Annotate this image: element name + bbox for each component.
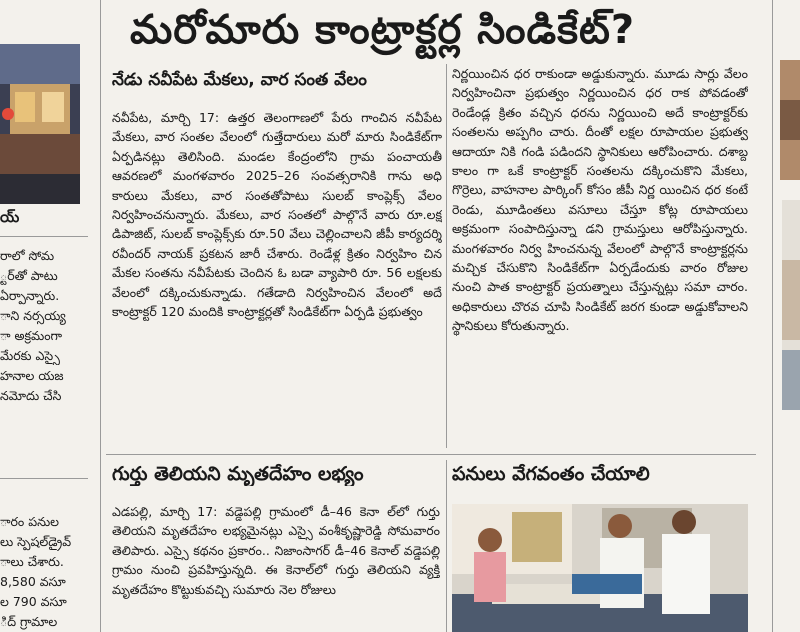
article3-subhead: పనులు వేగవంతం చేయాలి <box>452 463 650 485</box>
left-line: ల 790 వసూ <box>0 594 67 609</box>
article1-body-col1 <box>112 108 442 444</box>
article1-text-col1: నవీపేట, మార్చి 17: ఉత్తర తెలంగాణలో పేరు గాంచిన నవీపేట మేకలు, వార సంతల వేలంలో గుత్తేదారులు మరో మారు సిండికేట్‌గా ఏర్పడినట్లు తెలిసింది. మండల కేంద్రంలోని గ్రామ పంచాయతీ ఆవరణలో మంగళవారం 2025–26 సంవత్సరానికి గాను అధి కారులు మేకలు, వార సంతతోపాటు సులబ్ కాంప్లెక్స్ వేలం నిర్వహించనున్నారు. మేకలు, వార సంతలో పాల్గొనే వారు రూ.లక్ష డిపాజిట్, సులబ్ కాంప్లెక్స్‌కు రూ.50 వేలు చెల్లించాలని జీపీ కార్యదర్శి రవీందర్ నాయక్ ప్రకటన జారీ చేశారు. రెండేళ్ల క్రితం నిర్వహిం చిన మేకల సంతను నవీపేటకు చెందిన ఓ బడా వ్యాపారి రూ. 56 లక్షలకు వేలంలో దక్కించుకున్నాడు. గతేడాది నిర్వహించిన వేలంలో అదే కాంట్రాక్టర్ 120 మందికి కాంట్రాక్టర్లతో సిండికేట్‌గా ఏర్పడి ప్రభుత్వం <box>112 110 442 320</box>
left-line: మేరకు ఎస్సై <box>0 348 60 363</box>
article2-body <box>112 502 440 632</box>
column-rule-right <box>772 0 773 632</box>
article1-body-col2 <box>452 64 748 440</box>
article1-text-col2: నిర్ణయించిన ధర రాకుండా అడ్డుకున్నారు. మూడు సార్లు వేలం నిర్వహించినా ప్రభుత్వం నిర్ణయించిన ధర రాక పోవడంతో రెండేండ్ల క్రితం వచ్చిన ధరను నిర్ణయించి అదే కాంట్రాక్టర్‌కు సంతలను అప్పగిం చారు. దీంతో లక్షల రూపాయల ప్రభుత్వ ఆదాయా నికి గండి పడిందని స్థానికులు ఆరోపించారు. దశాబ్ద కాలం గా ఒకే కాంట్రాక్టర్ సంతలను దక్కించుకొని మేకలు, గొర్రెలు, వాహనాల పార్కింగ్ కోసం జీపీ నిర్ణ యించిన ధర కంటే రెండు, మూడింతలు వసూలు చేస్తూ కోట్ల రూపాయలు అక్రమంగా సంపాదిస్తున్నా డని గ్రామస్తులు ఆరోపిస్తున్నారు. మంగళవారం నిర్వ హించనున్న వేలంలో పాల్గొనే కాంట్రాక్టర్లను మచ్చిక చేసుకొని సిండికేట్‌గా ఏర్పడేందుకు వారం రోజుల నుంచి పాత కాంట్రాక్టర్ ప్రయత్నాలు చేస్తున్నట్లు సమా చారం. అధికారులు చొరవ చూపి సిండికేట్ జరగ కుండా అడ్డుకోవాలని స్థానికులు కోరుతున్నారు. <box>452 66 748 334</box>
left-line: ారం పనుల <box>0 514 60 529</box>
left-line: ాని నర్సయ్య <box>0 308 66 323</box>
left-divider <box>0 236 88 237</box>
left-line: లు స్పెషల్‌డ్రైవ్ <box>0 534 72 549</box>
left-line: ా అక్రమంగా <box>0 328 63 343</box>
left-line: రాలో సోమ <box>0 248 55 263</box>
column-rule-left <box>100 0 101 632</box>
article1-subhead: నేడు నవీపేట మేకలు, వార సంత వేలం <box>112 70 367 90</box>
left-line: హనాల యజ <box>0 368 64 383</box>
column-rule-mid <box>446 64 447 448</box>
left-line: ్టర్‌తో పాటు <box>0 268 58 283</box>
left-line: 8,580 వసూ <box>0 574 66 589</box>
column-rule-bottom <box>446 460 447 632</box>
left-line: ఏర్పాన్నారు. <box>0 288 60 303</box>
left-caption: య్ <box>0 208 20 226</box>
left-line: ిద్ గ్రామాల <box>0 614 58 629</box>
article3-photo <box>452 504 748 632</box>
main-headline: మరోమారు కాంట్రాక్టర్ల సిండికేట్? <box>130 7 636 53</box>
article2-text: ఎడపల్లి, మార్చి 17: వడ్డెపల్లి గ్రామంలో డీ–46 కెనా ల్‌లో గుర్తు తెలియని మృతదేహం లభ్యమైనట్లు ఎస్సై వంశీకృష్ణారెడ్డి సోమవారం తెలిపారు. ఎస్సై కథనం ప్రకారం.. నిజాంసాగర్ డీ–46 కెనాల్ వడ్డెపల్లి గ్రామం నుంచి ప్రవహిస్తున్నది. ఈ కెనాల్‌లో గుర్తు తెలియని వ్యక్తి మృతదేహం కొట్టుకువచ్చి సుమారు నెల రోజులు <box>112 504 440 597</box>
left-line: నమోదు చేసి <box>0 388 62 403</box>
article2-subhead: గుర్తు తెలియని మృతదేహం లభ్యం <box>112 463 364 485</box>
left-line: ాలు చేశారు. <box>0 554 64 569</box>
right-photo-top <box>780 60 800 180</box>
right-photo-mid <box>782 200 800 410</box>
left-photo <box>0 44 80 204</box>
section-divider <box>106 454 756 455</box>
left-divider-2 <box>0 478 88 479</box>
